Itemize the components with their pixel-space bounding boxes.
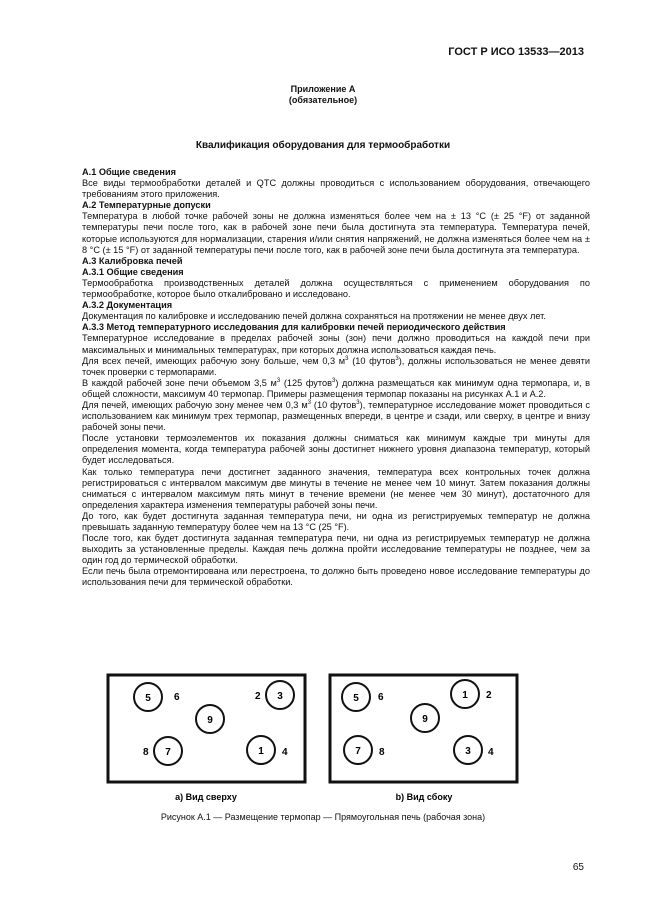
tc-a-6: 6	[174, 692, 180, 703]
document-standard-number: ГОСТ Р ИСО 13533—2013	[448, 46, 584, 58]
tc-a-5: 5	[145, 693, 151, 704]
panel-a-label: а) Вид сверху	[175, 792, 237, 802]
annex-status: (обязательное)	[288, 95, 358, 105]
section-a2-heading: А.2 Температурные допуски	[82, 200, 211, 211]
tc-b-1: 1	[462, 690, 468, 701]
section-a33-heading: А.3.3 Метод температурного исследования для калибровки печей периодического действия	[82, 322, 506, 333]
annex-heading	[0, 84, 646, 106]
section-a33-paragraph-1: Температурное исследование в пределах рабочей зоны (зон) печи должно проводиться на каждой печи при максимальных и минимальных температурах, при которых должна использоваться каждая печь.	[82, 333, 590, 355]
section-a33-paragraph-3: В каждой рабочей зоне печи объемом 3,5 $м^3$ (125 футов$^3$) должна размещаться как минимум одна термопара, и, в общей сложности, максимум 40 термопар. Примеры размещения термопар показаны на рисунках А.1 и А.2.	[82, 377, 591, 399]
tc-a-9: 9	[207, 715, 213, 726]
tc-b-8: 8	[379, 747, 385, 758]
tc-a-8: 8	[143, 747, 149, 758]
section-a1-heading: А.1 Общие сведения	[82, 167, 176, 177]
page-number: 65	[572, 862, 584, 873]
section-a33-paragraph-5: После установки термоэлементов их показания должны сниматься как минимум каждые три минуты для определения момента, когда температура рабочей зоны достигнет нижнего уровня диапазона температур, который будет исследоваться.	[82, 433, 590, 466]
section-a31-text: Термообработка производственных деталей должна осуществляться с применением оборудования по термообработке, которое было откалибровано и исследовано.	[82, 277, 590, 300]
panel-side-view	[330, 675, 517, 802]
main-title: Квалификация оборудования для термообработки	[195, 140, 451, 151]
tc-b-3: 3	[465, 746, 471, 757]
tc-a-3: 3	[277, 691, 283, 702]
tc-b-6: 6	[378, 692, 384, 703]
tc-a-7: 7	[165, 747, 171, 758]
section-a33-paragraph-7: До того, как будет достигнута заданная температура печи, ни одна из регистрируемых температур не должна превышать заданную температуру более чем на 13 °С (25 °F).	[82, 510, 590, 532]
section-a33-paragraph-2: Для всех печей, имеющих рабочую зону больше, чем 0,3 $м^3$ (10 футов$^3$), должны использоваться не менее девяти точек проверки с термопарами.	[82, 355, 590, 377]
section-a32-text: Документация по калибровке и исследованию печей должна сохраняться на протяжении не менее двух лет.	[82, 311, 546, 322]
tc-b-2: 2	[486, 690, 492, 701]
section-a3-heading: А.3 Калибровка печей	[82, 255, 183, 266]
panel-b-label: b) Вид сбоку	[395, 792, 453, 802]
section-a32-heading: А.3.2 Документация	[82, 300, 173, 311]
annex-title: Приложение А	[290, 84, 356, 94]
section-a33-paragraph-6: Как только температура печи достигнет заданного значения, температура всех контрольных точек должна регистрироваться с интервалом максимум две минуты в течение не менее чем 10 минут. Затем показания должны сниматься с интервалом максимум пять минут в течение времени (не менее чем 30 минут), достаточного для определения характера изменения температуры рабочей зоны печи.	[82, 466, 590, 510]
tc-a-4: 4	[282, 747, 288, 758]
section-a33-paragraph-8: После того, как будет достигнута заданная температура печи, ни одна из регистрируемых температур не должна выходить за установленные пределы. Каждая печь должна пройти исследование температуры не позднее, чем за один год до термической обработки.	[82, 533, 590, 566]
tc-a-1: 1	[258, 746, 264, 757]
section-a1-text: Все виды термообработки деталей и QTC должны проводиться с использованием оборудования, отвечающего требованиям этого приложения.	[82, 178, 590, 200]
tc-b-4: 4	[488, 747, 494, 758]
section-a31-heading: А.3.1 Общие сведения	[82, 266, 184, 277]
body-text	[82, 167, 590, 589]
thermocouple-figure	[82, 672, 582, 822]
section-a2-text: Температура в любой точке рабочей зоны не должна изменяться более чем на ± 13 °С (± 25 °F) от заданной температуры печи после того, как в рабочей зоне печи была достигнута эта температура. Температура печей, которые используются для нормализации, старения и/или снятия напряжений, не должна изменяться более чем на ± 8 °С (± 15 °F) от заданной температуры печи после того, как в рабочей зоне печи была достигнута эта температура.	[82, 211, 590, 255]
tc-b-9: 9	[422, 714, 428, 725]
tc-b-7: 7	[355, 746, 361, 757]
section-a33-paragraph-4: Для печей, имеющих рабочую зону менее чем 0,3 $м^3$ (10 футов$^3$), температурное исследование может проводиться с использованием как минимум трех термопар, размещенных впереди, в центре и сзади, или сверху, в центре и внизу рабочей зоны печи.	[82, 399, 591, 433]
figure-caption: Рисунок А.1 — Размещение термопар — Прямоугольная печь (рабочая зона)	[160, 812, 486, 822]
tc-b-5: 5	[353, 693, 359, 704]
section-a33-paragraph-9: Если печь была отремонтирована или перестроена, то должно быть проведено новое исследование температуры до использования печи для термической обработки.	[82, 566, 590, 588]
tc-a-2: 2	[255, 691, 261, 702]
panel-top-view	[108, 675, 305, 802]
